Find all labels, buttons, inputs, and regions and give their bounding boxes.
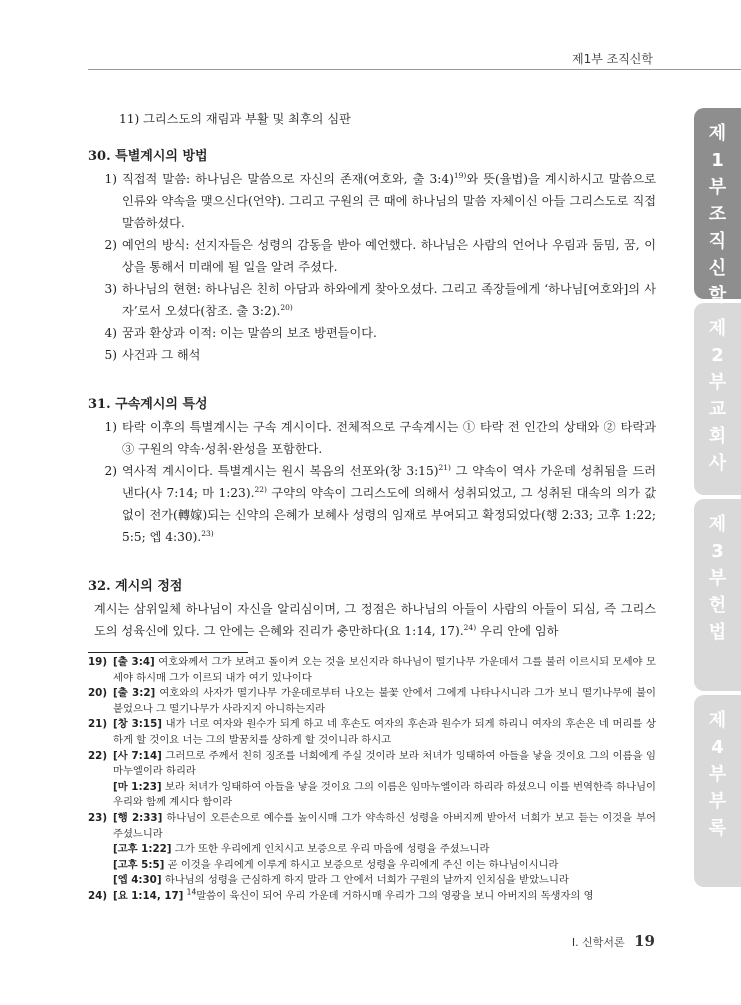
footnote-continuation: [마 1:23] 보라 처녀가 잉태하여 아들을 낳을 것이요 그의 이름은 임마누엘이라 하리라 하셨으니 이를 번역한즉 하나님이 우리와 함께 계시다 함이라 <box>113 780 656 809</box>
page-number: 19 <box>634 932 655 950</box>
main-content <box>88 108 656 642</box>
section-title: 30. 특별계시의 방법 <box>88 149 208 164</box>
footnote-continuation: [엡 4:30] 하나님의 성령을 근심하게 하지 말라 그 안에서 너희가 구원의 날까지 인치심을 받았느니라 <box>113 874 569 887</box>
tab-part-3[interactable]: 제 3 부 헌 법 <box>694 499 741 691</box>
footnote-ref[interactable]: 21) <box>438 462 451 472</box>
footer-section: Ⅰ. 신학서론 <box>571 936 625 949</box>
part-tabs <box>694 108 741 891</box>
footnote-ref[interactable]: 19) <box>453 170 467 180</box>
section-title: 31. 구속계시의 특성 <box>88 397 208 412</box>
list-item: 1) 직접적 말씀: 하나님은 말씀으로 자신의 존재(여호와, 출 3:4)$^{19)}$와 뜻(율법)을 계시하시고 말씀으로 인류와 약속을 맺으신다(언약). 그리고 구원의 큰 때에 하나님의 말씀 자체이신 아들 그리스도로 직접 말씀하셨다. <box>104 170 656 230</box>
list-item: 2) 역사적 계시이다. 특별계시는 원시 복음의 선포와(창 3:15)$^{21)}$ 그 약속이 역사 가운데 성취됨을 드러낸다(사 7:14; 마 1:23).$^{22)}$ 구약의 약속이 그리스도에 의해서 성취되었고, 그 성취된 대속의 의가 값없이 전가(轉嫁)되는 신약의 은혜가 보혜사 성령의 임재로 부여되고 확정되었다(행 2:33; 고후 1:22; 5:5; 엡 4:30).$^{23)}$ <box>104 462 656 544</box>
footnote-ref[interactable]: 23) <box>201 528 214 538</box>
tab-part-1[interactable]: 제 1 부 조 직 신 학 <box>694 108 741 299</box>
footnote: 24) [요 1:14, 17] $^{14}$말씀이 육신이 되어 우리 가운데 거하시매 우리가 그의 영광을 보니 아버지의 독생자의 영 <box>88 887 594 902</box>
list-item: 5) 사건과 그 해석 <box>104 348 201 362</box>
footnote-continuation: [고후 1:22] 그가 또한 우리에게 인치시고 보증으로 우리 마음에 성령을 주셨느니라 <box>113 843 490 856</box>
footnote-divider <box>88 652 248 653</box>
list-item: 1) 타락 이후의 특별계시는 구속 계시이다. 전체적으로 구속계시는 ① 타락 전 인간의 상태와 ② 타락과 ③ 구원의 약속·성취·완성을 포함한다. <box>104 420 656 456</box>
list-item: 4) 꿈과 환상과 이적: 이는 말씀의 보조 방편들이다. <box>104 326 377 340</box>
footnote: 19) [출 3:4] 여호와께서 그가 보려고 돌이켜 오는 것을 보신지라 하나님이 떨기나무 가운데서 그를 불러 이르시되 모세야 모세야 하시매 그가 이르되 내가 여기 있나이다 <box>88 656 657 684</box>
footnote: 21) [창 3:15] 내가 너로 여자와 원수가 되게 하고 네 후손도 여자의 후손과 원수가 되게 하리니 여자의 후손은 네 머리를 상하게 할 것이요 너는 그의 발꿈치를 상하게 할 것이니라 하시고 <box>88 718 656 746</box>
section-title: 32. 계시의 정점 <box>88 579 183 594</box>
footnote: 20) [출 3:2] 여호와의 사자가 떨기나무 가운데로부터 나오는 불꽃 안에서 그에게 나타나시니라 그가 보니 떨기나무에 불이 붙었으나 그 떨기나무가 사라지지 아니하는지라 <box>88 687 656 715</box>
footnotes <box>88 655 656 905</box>
footnote-ref[interactable]: 22) <box>254 484 267 494</box>
list-item: 11) 그리스도의 재림과 부활 및 최후의 심판 <box>119 112 351 126</box>
list-item: 2) 예언의 방식: 선지자들은 성령의 감동을 받아 예언했다. 하나님은 사람의 언어나 우림과 둠밈, 꿈, 이상을 통해서 미래에 될 일을 알려 주셨다. <box>104 238 656 274</box>
footnote-ref[interactable]: 24) <box>463 622 477 632</box>
footnote-ref[interactable]: 20) <box>280 302 293 312</box>
header-divider <box>88 69 741 70</box>
footnote: 23) [행 2:33] 하나님이 오른손으로 예수를 높이시매 그가 약속하신 성령을 아버지께 받아서 너희가 보고 듣는 이것을 부어 주셨느니라 <box>88 811 656 840</box>
running-header: 제1부 조직신학 <box>571 52 653 66</box>
tab-part-4[interactable]: 제 4 부 부 록 <box>694 695 741 887</box>
tab-part-2[interactable]: 제 2 부 교 회 사 <box>694 303 741 495</box>
footnote: 22) [사 7:14] 그러므로 주께서 친히 징조를 너희에게 주실 것이라 보라 처녀가 잉태하여 아들을 낳을 것이요 그의 이름을 임마누엘이라 하리라 <box>88 749 657 778</box>
footnote-continuation: [고후 5:5] 곧 이것을 우리에게 이루게 하시고 보증으로 성령을 우리에게 주신 이는 하나님이시니라 <box>113 858 559 871</box>
section-paragraph: 계시는 삼위일체 하나님이 자신을 알리심이며, 그 정점은 하나님의 아들이 사람의 아들이 되심, 즉 그리스도의 성육신에 있다. 그 안에는 은혜와 진리가 충만하다(요 1:14, 17).$^{24)}$ 우리 안에 임하 <box>94 602 656 638</box>
page-footer <box>572 932 655 950</box>
list-item: 3) 하나님의 현현: 하나님은 친히 아담과 하와에게 찾아오셨다. 그리고 족장들에게 ‘하나님[여호와]의 사자’로서 오셨다(참조. 출 3:2).$^{20)}$ <box>104 282 656 318</box>
